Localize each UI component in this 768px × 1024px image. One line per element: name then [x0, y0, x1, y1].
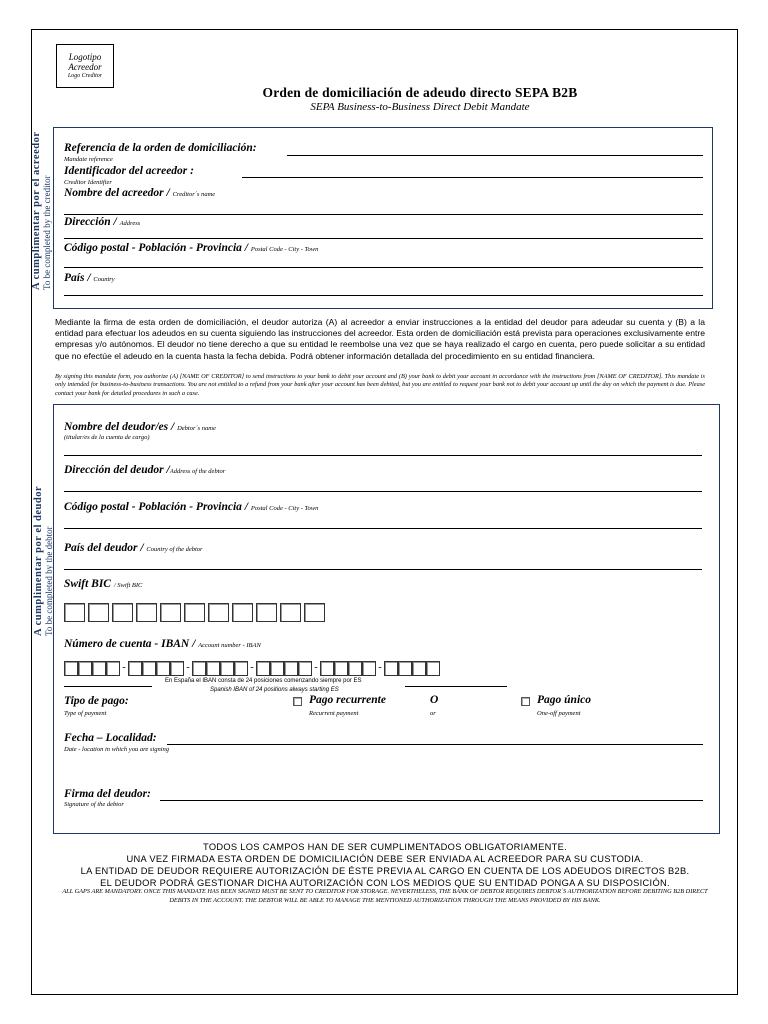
- iban-cell[interactable]: [384, 661, 398, 676]
- form-subtitle: SEPA Business-to-Business Direct Debit Mandate: [310, 101, 530, 113]
- iban-cell[interactable]: [270, 661, 284, 676]
- date-location-label: Fecha – Localidad:: [64, 732, 157, 744]
- form-title: Orden de domiciliación de adeudo directo SEPA B2B: [262, 85, 578, 100]
- creditor-identifier-label: Identificador del acreedor :: [64, 165, 194, 177]
- iban-cell[interactable]: [192, 661, 206, 676]
- creditor-country-label: País / Country: [64, 272, 115, 284]
- debtor-side-label: A cumplimentar por el deudor To be completed by the debtor: [33, 485, 54, 636]
- debtor-postal-field[interactable]: [64, 528, 702, 529]
- iban-cell[interactable]: [362, 661, 376, 676]
- debtor-address-field[interactable]: [64, 491, 702, 492]
- iban-cell[interactable]: [220, 661, 234, 676]
- iban-group-separator: -: [122, 662, 126, 673]
- one-off-payment-sub: One-off payment: [537, 710, 581, 717]
- creditor-name-label: Nombre del acreedor / Creditor´s name: [64, 187, 216, 199]
- debtor-name-field[interactable]: [64, 455, 702, 456]
- swift-cell[interactable]: [304, 603, 325, 622]
- swift-bic-cells: [64, 603, 328, 622]
- recurrent-payment-checkbox[interactable]: [293, 697, 302, 706]
- creditor-logo-placeholder: [56, 44, 114, 88]
- iban-note-en: Spanish IBAN of 24 positions always starting ES: [210, 687, 339, 693]
- iban-cell[interactable]: [78, 661, 92, 676]
- iban-cell[interactable]: [106, 661, 120, 676]
- swift-cell[interactable]: [112, 603, 133, 622]
- iban-cells: [64, 661, 440, 676]
- footer-line-1: TODOS LOS CAMPOS HAN DE SER CUMPLIMENTADOS OBLIGATORIAMENTE.: [203, 842, 567, 852]
- creditor-name-field[interactable]: [64, 214, 703, 215]
- iban-group-separator: -: [378, 662, 382, 673]
- iban-cell[interactable]: [234, 661, 248, 676]
- iban-cell[interactable]: [170, 661, 184, 676]
- iban-cell[interactable]: [320, 661, 334, 676]
- iban-cell[interactable]: [128, 661, 142, 676]
- iban-cell[interactable]: [334, 661, 348, 676]
- iban-cell[interactable]: [64, 661, 78, 676]
- logo-line-2: Acreedor: [68, 62, 102, 72]
- creditor-country-field[interactable]: [64, 295, 703, 296]
- iban-cell[interactable]: [256, 661, 270, 676]
- swift-cell[interactable]: [280, 603, 301, 622]
- swift-cell[interactable]: [88, 603, 109, 622]
- debtor-country-label: País del deudor / Country of the debtor: [64, 542, 203, 554]
- signature-sub: Signature of the debtor: [64, 801, 124, 808]
- swift-cell[interactable]: [136, 603, 157, 622]
- swift-cell[interactable]: [184, 603, 205, 622]
- iban-note-es: En España el IBAN consta de 24 posiciones comenzando siempre por ES: [165, 678, 362, 684]
- swift-cell[interactable]: [256, 603, 277, 622]
- iban-cell[interactable]: [298, 661, 312, 676]
- logo-line-1: Logotipo: [68, 52, 102, 62]
- iban-label: Número de cuenta - IBAN / Account number - IBAN: [64, 638, 261, 650]
- iban-cell[interactable]: [348, 661, 362, 676]
- iban-cell[interactable]: [284, 661, 298, 676]
- iban-underline-left: [64, 686, 152, 687]
- iban-cell[interactable]: [142, 661, 156, 676]
- creditor-side-label: A cumplimentar por el acreedor To be completed by the creditor: [31, 131, 52, 290]
- one-off-payment-label: Pago único: [537, 694, 591, 706]
- iban-underline-right: [405, 686, 507, 687]
- footer-en: ALL GAPS ARE MANDATORY. ONCE THIS MANDATE HAS BEEN SIGNED MUST BE SENT TO CREDITOR FOR STORAGE. NEVERTHELESS, THE BANK OF DEBTOR REQUIRES DEBTOR´S AUTHORIZATION BEFORE DEBITING B2B DIRECT DEBITS IN THE ACCOUNT. THE DEBTOR WILL BE ABLE TO MANAGE THE MENTIONED AUTHORIZATION THROUGH THE MEANS PROVIDED BY HIS BANK.: [62, 888, 708, 904]
- iban-cell[interactable]: [92, 661, 106, 676]
- mandate-text-en: By signing this mandate form, you authorize (A) [NAME OF CREDITOR] to send instructions to your bank to debit your account and (B) your bank to debit your account in accordance with the instructions from [NAME OF CREDITOR]. This mandate is only intended for business-to-business transactions. You are not entitled to a refund from your bank after your account has been debited, but you are entitled to request your bank not to debit your account up until the day on which the payment is due. Please contact your bank for detailed procedures in such a case.: [55, 373, 705, 397]
- debtor-name-sub: (titular/es de la cuenta de cargo): [64, 434, 150, 441]
- mandate-text-es: Mediante la firma de esta orden de domiciliación, el deudor autoriza (A) al acreedor a enviar instrucciones a la entidad del deudor para adeudar su cuenta y (B) a la entidad para efectuar los adeudos en su cuenta siguiendo las instrucciones del acreedor. Esta orden de domiciliación está prevista para operaciones exclusivamente entre empresas y/o autónomos. El deudor no tiene derecho a que su entidad le reembolse una vez que se haya realizado el cargo en cuenta, pero puede solicitar a su entidad que no efectúe el adeudo en la cuenta hasta la fecha debida. Podrá obtener información detallada del procedimiento en su entidad financiera.: [55, 317, 705, 361]
- creditor-identifier-field[interactable]: [242, 177, 703, 178]
- date-location-sub: Date - location in which you are signing: [64, 746, 170, 753]
- creditor-identifier-sub: Creditor Identifier: [64, 179, 112, 186]
- swift-cell[interactable]: [160, 603, 181, 622]
- footer-line-3: LA ENTIDAD DE DEUDOR REQUIERE AUTORIZACIÓN DE ÉSTE PREVIA AL CARGO EN CUENTA DE LOS ADEUDOS DIRECTOS B2B.: [80, 866, 690, 876]
- signature-field[interactable]: [160, 800, 703, 801]
- iban-cell[interactable]: [412, 661, 426, 676]
- one-off-payment-checkbox[interactable]: [521, 697, 530, 706]
- iban-group-separator: -: [186, 662, 190, 673]
- footer-line-2: UNA VEZ FIRMADA ESTA ORDEN DE DOMICILIACIÓN DEBE SER ENVIADA AL ACREEDOR PARA SU CUSTODIA.: [126, 854, 644, 864]
- footer-line-4: EL DEUDOR PODRÁ GESTIONAR DICHA AUTORIZACIÓN CON LOS MEDIOS QUE SU ENTIDAD PONGA A SU DISPOSICIÓN.: [100, 878, 670, 888]
- creditor-postal-label: Código postal - Población - Provincia / Postal Code - City - Town: [64, 242, 319, 254]
- iban-cell[interactable]: [426, 661, 440, 676]
- swift-cell[interactable]: [232, 603, 253, 622]
- recurrent-payment-label: Pago recurrente: [309, 694, 386, 706]
- creditor-postal-field[interactable]: [64, 267, 703, 268]
- signature-label: Firma del deudor:: [64, 788, 151, 800]
- or-label: O: [430, 694, 439, 706]
- debtor-postal-label: Código postal - Población - Provincia / Postal Code - City - Town: [64, 501, 319, 513]
- iban-cell[interactable]: [206, 661, 220, 676]
- iban-group-separator: -: [250, 662, 254, 673]
- date-location-field[interactable]: [167, 744, 703, 745]
- debtor-name-label: Nombre del deudor/es / Debtor´s name: [64, 421, 216, 433]
- mandate-reference-sub: Mandate reference: [64, 156, 113, 163]
- swift-cell[interactable]: [208, 603, 229, 622]
- recurrent-payment-sub: Recurrent payment: [309, 710, 359, 717]
- payment-type-label: Tipo de pago:: [64, 695, 129, 707]
- logo-line-3: Logo Creditor: [67, 73, 103, 79]
- swift-label: Swift BIC / Swift BIC: [64, 578, 143, 590]
- iban-cell[interactable]: [398, 661, 412, 676]
- creditor-address-label: Dirección / Address: [64, 216, 141, 228]
- iban-cell[interactable]: [156, 661, 170, 676]
- payment-type-sub: Type of payment: [64, 710, 107, 717]
- swift-cell[interactable]: [64, 603, 85, 622]
- iban-group-separator: -: [314, 662, 318, 673]
- creditor-address-field[interactable]: [64, 238, 703, 239]
- mandate-reference-field[interactable]: [287, 155, 703, 156]
- or-sub: or: [430, 710, 436, 717]
- debtor-country-field[interactable]: [64, 569, 702, 570]
- mandate-reference-label: Referencia de la orden de domiciliación:: [64, 142, 257, 154]
- debtor-address-label: Dirección del deudor /Address of the debtor: [64, 464, 226, 476]
